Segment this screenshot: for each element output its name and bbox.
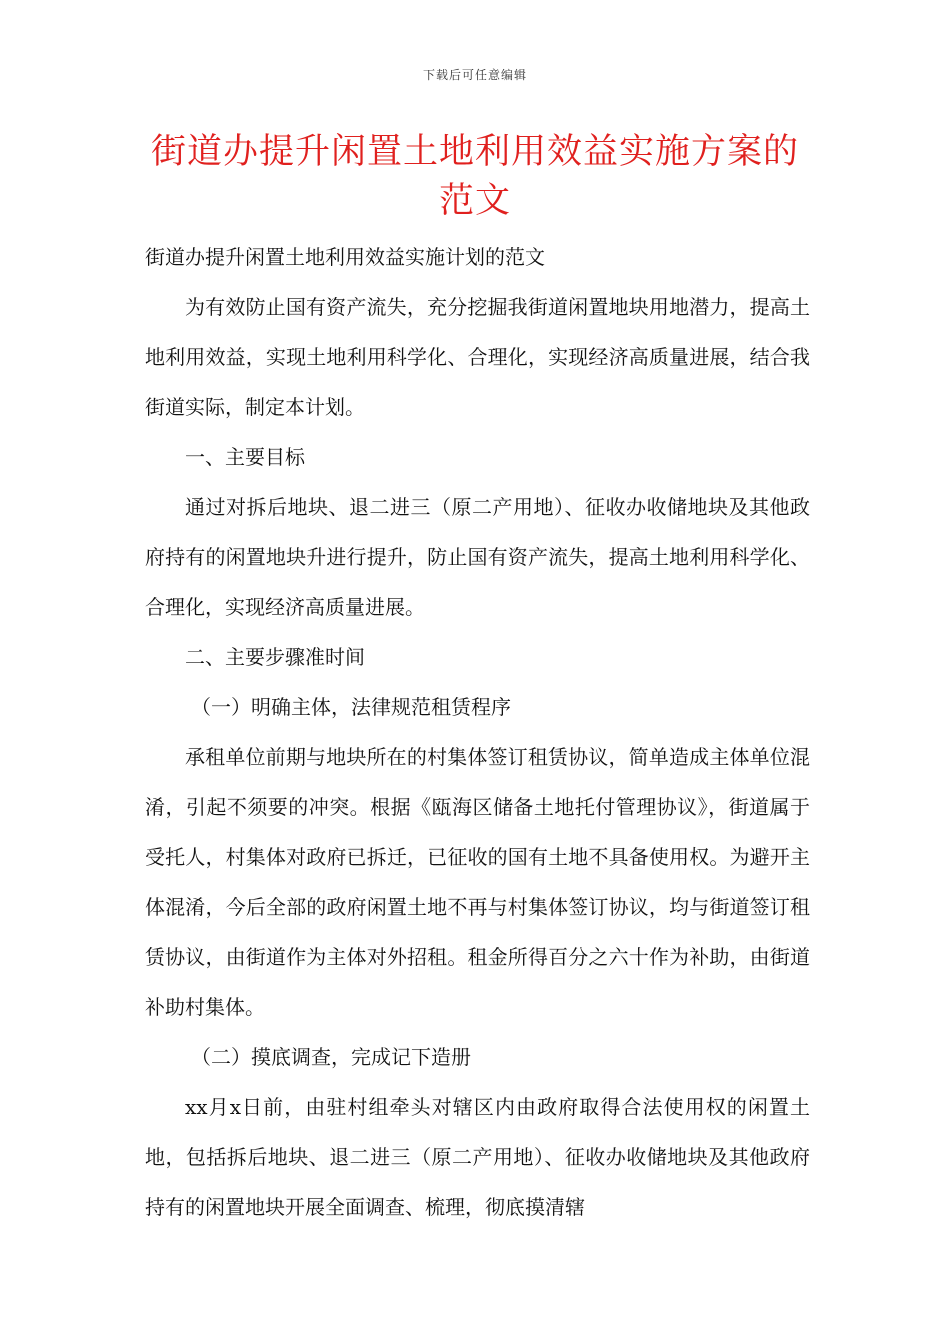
body-paragraph: 为有效防止国有资产流失，充分挖掘我街道闲置地块用地潜力，提高土地利用效益，实现土地利用科学化、合理化，实现经济高质量进展，结合我街道实际，制定本计划。 bbox=[145, 295, 810, 419]
document-subtitle: 街道办提升闲置土地利用效益实施计划的范文 bbox=[145, 245, 545, 269]
document-title bbox=[100, 128, 850, 226]
section-heading: 一、主要目标 bbox=[185, 445, 305, 469]
body-paragraph: 承租单位前期与地块所在的村集体签订租赁协议，简单造成主体单位混淆，引起不须要的冲突。根据《瓯海区储备土地托付管理协议》，街道属于受托人，村集体对政府已拆迁，已征收的国有土地不具备使用权。为避开主体混淆，今后全部的政府闲置土地不再与村集体签订协议，均与街道签订租赁协议，由街道作为主体对外招租。租金所得百分之六十作为补助，由街道补助村集体。 bbox=[145, 745, 810, 1019]
section-heading: 二、主要步骤准时间 bbox=[185, 645, 365, 669]
subsection-heading: （二）摸底调查，完成记下造册 bbox=[191, 1045, 471, 1069]
subsection-heading: （一）明确主体，法律规范租赁程序 bbox=[191, 695, 511, 719]
body-paragraph: 通过对拆后地块、退二进三（原二产用地）、征收办收储地块及其他政府持有的闲置地块升进行提升，防止国有资产流失，提高土地利用科学化、合理化，实现经济高质量进展。 bbox=[145, 495, 810, 619]
header-note: 下载后可任意编辑 bbox=[422, 68, 527, 82]
title-line-1: 街道办提升闲置土地利用效益实施方案的 bbox=[150, 132, 799, 172]
body-paragraph: xx月x日前，由驻村组牵头对辖区内由政府取得合法使用权的闲置土地，包括拆后地块、退二进三（原二产用地）、征收办收储地块及其他政府持有的闲置地块开展全面调查、梳理，彻底摸清辖 bbox=[145, 1095, 810, 1219]
document-body bbox=[145, 232, 810, 1232]
title-line-2: 范文 bbox=[438, 181, 511, 221]
